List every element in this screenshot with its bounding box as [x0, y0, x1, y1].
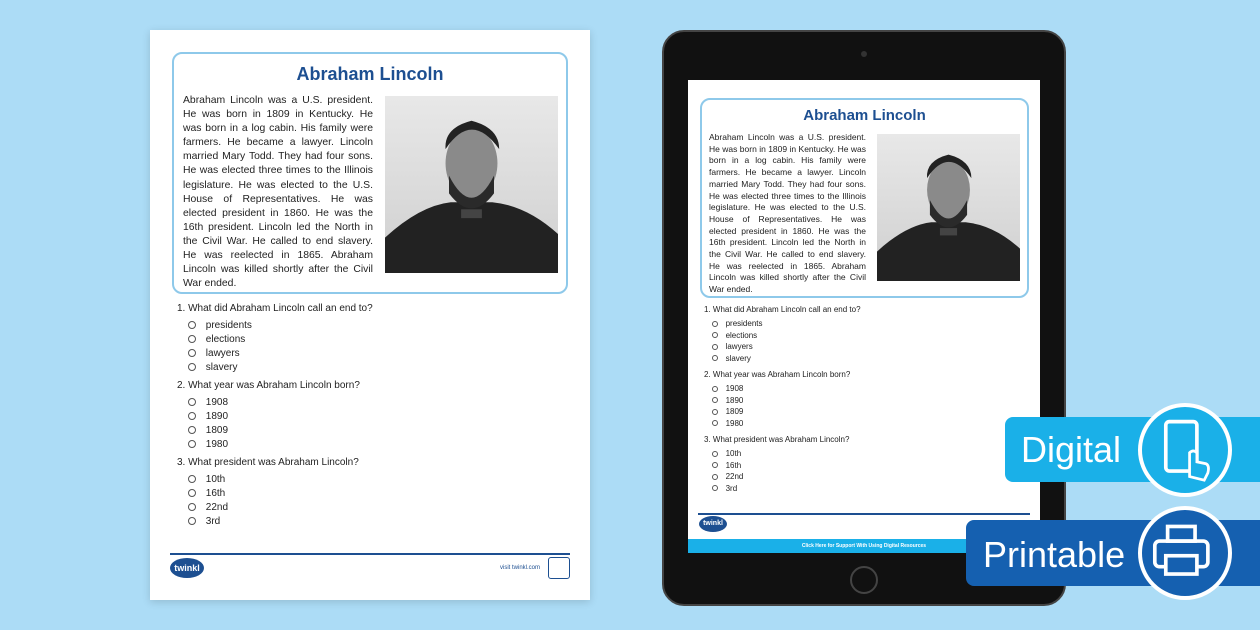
answer-option[interactable]: [704, 318, 861, 330]
answer-option[interactable]: [177, 437, 373, 451]
answer-option[interactable]: [177, 346, 373, 360]
answer-option[interactable]: [177, 332, 373, 346]
question: [177, 457, 373, 528]
worksheet-title: Abraham Lincoln: [803, 107, 926, 124]
option-label: 3rd: [205, 515, 221, 527]
radio-button[interactable]: [188, 489, 196, 497]
radio-button[interactable]: [712, 409, 718, 415]
visit-link[interactable]: visit twinkl.com: [500, 565, 541, 571]
radio-button[interactable]: [712, 332, 718, 338]
printable-worksheet: [150, 30, 590, 600]
twinkl-logo: twinkl: [170, 558, 204, 578]
questions-digital: [704, 305, 861, 500]
radio-button[interactable]: [712, 397, 718, 403]
passage-card: [172, 52, 568, 294]
home-button[interactable]: [850, 566, 878, 594]
tablet-screen: [688, 80, 1040, 553]
twinkl-logo: twinkl: [699, 516, 727, 532]
support-link[interactable]: Click Here for Support With Using Digital Resources: [688, 539, 1040, 553]
option-label: 1890: [205, 410, 229, 422]
answer-option[interactable]: [704, 448, 861, 460]
option-label: 1980: [205, 438, 229, 450]
questions: [177, 303, 373, 534]
radio-button[interactable]: [712, 344, 718, 350]
answer-option[interactable]: [177, 500, 373, 514]
option-label: elections: [205, 333, 246, 345]
option-label: slavery: [205, 361, 238, 373]
radio-button[interactable]: [188, 363, 196, 371]
printer-icon: [1138, 506, 1232, 600]
answer-option[interactable]: [704, 471, 861, 483]
radio-button[interactable]: [188, 412, 196, 420]
question: [704, 305, 861, 364]
question: [177, 380, 373, 451]
option-label: lawyers: [205, 347, 240, 359]
answer-option[interactable]: [177, 395, 373, 409]
radio-button[interactable]: [712, 386, 718, 392]
answer-option[interactable]: [704, 330, 861, 342]
option-label: 16th: [725, 460, 742, 470]
option-label: 3rd: [725, 483, 738, 493]
question-text: 1. What did Abraham Lincoln call an end to?: [704, 305, 861, 314]
answer-option[interactable]: [177, 514, 373, 528]
answer-option[interactable]: [177, 360, 373, 374]
radio-button[interactable]: [188, 321, 196, 329]
answer-option[interactable]: [177, 423, 373, 437]
radio-button[interactable]: [188, 517, 196, 525]
option-label: 1980: [725, 418, 744, 428]
radio-button[interactable]: [188, 398, 196, 406]
radio-button[interactable]: [712, 462, 718, 468]
footer-divider: [698, 513, 1030, 515]
passage-card-digital: [700, 98, 1029, 298]
option-label: elections: [725, 330, 758, 340]
radio-button[interactable]: [712, 485, 718, 491]
radio-button[interactable]: [188, 426, 196, 434]
radio-button[interactable]: [712, 451, 718, 457]
answer-option[interactable]: [177, 486, 373, 500]
option-label: presidents: [725, 319, 763, 329]
answer-option[interactable]: [177, 409, 373, 423]
option-label: lawyers: [725, 342, 753, 352]
quality-badge-icon: [548, 557, 570, 579]
question-text: 1. What did Abraham Lincoln call an end to?: [177, 303, 373, 314]
worksheet-title: Abraham Lincoln: [296, 64, 444, 84]
question: [704, 370, 861, 429]
radio-button[interactable]: [188, 503, 196, 511]
option-label: 1809: [725, 407, 744, 417]
question-text: 2. What year was Abraham Lincoln born?: [704, 370, 851, 379]
answer-option[interactable]: [704, 418, 861, 430]
answer-option[interactable]: [177, 318, 373, 332]
answer-option[interactable]: [704, 395, 861, 407]
answer-option[interactable]: [704, 406, 861, 418]
lincoln-portrait: [877, 134, 1020, 281]
radio-button[interactable]: [188, 475, 196, 483]
radio-button[interactable]: [188, 349, 196, 357]
printable-label: Printable: [983, 534, 1126, 575]
option-label: 1809: [205, 424, 229, 436]
question-text: 3. What president was Abraham Lincoln?: [177, 457, 359, 468]
option-label: 22nd: [205, 501, 229, 513]
camera-icon: [861, 51, 867, 57]
option-label: 16th: [205, 487, 226, 499]
answer-option[interactable]: [704, 483, 861, 495]
option-label: 10th: [725, 449, 742, 459]
option-label: 22nd: [725, 472, 744, 482]
answer-option[interactable]: [704, 341, 861, 353]
radio-button[interactable]: [188, 440, 196, 448]
lincoln-portrait: [385, 96, 558, 273]
passage-text: Abraham Lincoln was a U.S. president. He was born in 1809 in Kentucky. He was born in a log cabin. His family were farmers. He became a lawyer. Lincoln married Mary Todd. They had four sons. He was elected three times to the Illinois legislature. He was elected to the U.S. House of Representatives. He was elected president in 1860. He was the 16th president. Lincoln led the North in the Civil War. He called to end slavery. He was reelected in 1865. Abraham Lincoln was killed shortly after the Civil War ended.: [183, 95, 373, 290]
radio-button[interactable]: [712, 474, 718, 480]
footer-divider: [170, 553, 570, 555]
question: [704, 435, 861, 494]
option-label: 1890: [725, 395, 744, 405]
answer-option[interactable]: [177, 472, 373, 486]
option-label: 1908: [725, 384, 744, 394]
option-label: 1908: [205, 396, 229, 408]
radio-button[interactable]: [712, 321, 718, 327]
question-text: 2. What year was Abraham Lincoln born?: [177, 380, 360, 391]
question: [177, 303, 373, 374]
option-label: 10th: [205, 473, 226, 485]
question-text: 3. What president was Abraham Lincoln?: [704, 435, 850, 444]
radio-button[interactable]: [188, 335, 196, 343]
radio-button[interactable]: [712, 420, 718, 426]
passage-text: Abraham Lincoln was a U.S. president. He was born in 1809 in Kentucky. He was born in a log cabin. His family were farmers. He became a lawyer. Lincoln married Mary Todd. They had four sons. He was elected three times to the Illinois legislature. He was elected to the U.S. House of Representatives. He was elected president in 1860. He was the 16th president. Lincoln led the North in the Civil War. He called to end slavery. He was reelected in 1865. Abraham Lincoln was killed shortly after the Civil War ended.: [709, 132, 866, 295]
answer-option[interactable]: [704, 460, 861, 472]
option-label: slavery: [725, 353, 751, 363]
option-label: presidents: [205, 319, 252, 331]
answer-option[interactable]: [704, 353, 861, 365]
tablet-touch-icon: [1138, 403, 1232, 497]
answer-option[interactable]: [704, 383, 861, 395]
digital-label: Digital: [1021, 429, 1122, 470]
radio-button[interactable]: [712, 355, 718, 361]
